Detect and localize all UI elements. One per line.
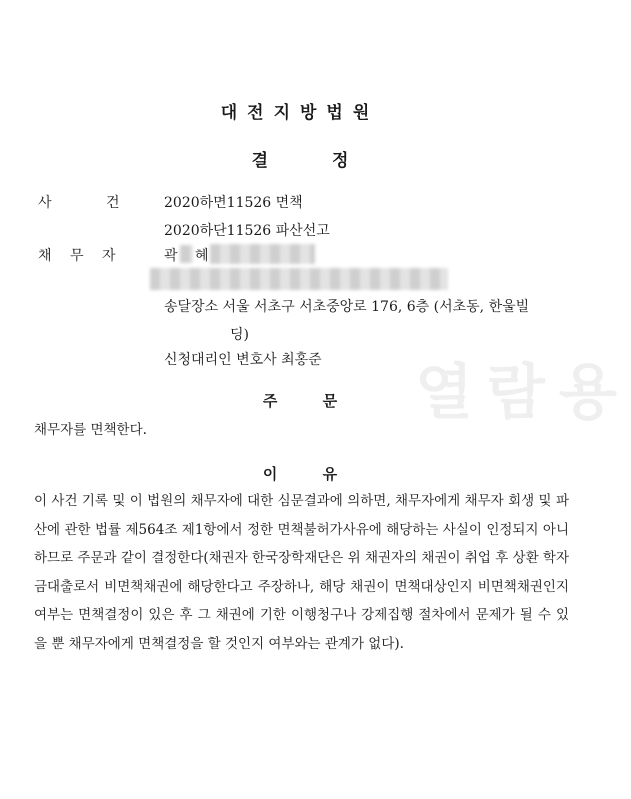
legal-agent: 신청대리인 변호사 최홍준 [164,352,322,368]
service-address-continued: 딩) [230,327,249,343]
case-label: 사 건 [38,195,120,211]
redacted-address [150,268,448,290]
reason-text: 이 사건 기록 및 이 법원의 채무자에 대한 심문결과에 의하면, 채무자에게 채무자 회생 및 파산에 관한 법률 제564조 제1항에서 정한 면책불허가사유에 해당하는 사실이 인정되지 아니하므로 주문과 같이 결정한다(채권자 한국장학재단은 위 채권자의 채권이 취업 후 상환 학자금대출로서 비면책채권에 해당한다고 주장하나, 해당 채권이 면책대상인지 비면책채권인지 여부는 면책결정이 있은 후 그 채권에 기한 이행청구나 강제집행 절차에서 문제가 될 수 있을 뿐 채무자에게 면책결정을 할 것인지 여부와는 관계가 없다). [34,493,569,652]
redacted-resident-number [210,244,315,264]
redacted-name-part [180,245,193,263]
service-address: 송달장소 서울 서초구 서초중앙로 176, 6층 (서초동, 한울빌 [164,299,530,315]
debtor-name-suffix: 혜 [195,248,209,264]
debtor-label: 채 무 자 [38,248,116,264]
case-number-2: 2020하단11526 파산선고 [164,223,330,239]
debtor-name-prefix: 곽 [164,248,178,264]
document-type: 결 정 [251,151,349,171]
case-number-1: 2020하면11526 면책 [164,195,303,211]
order-heading: 주 문 [262,392,338,410]
watermark: 열람용 [415,358,631,428]
court-title: 대전지방법원 [220,103,380,123]
reason-heading: 이 유 [262,465,338,483]
order-text: 채무자를 면책한다. [34,422,147,438]
